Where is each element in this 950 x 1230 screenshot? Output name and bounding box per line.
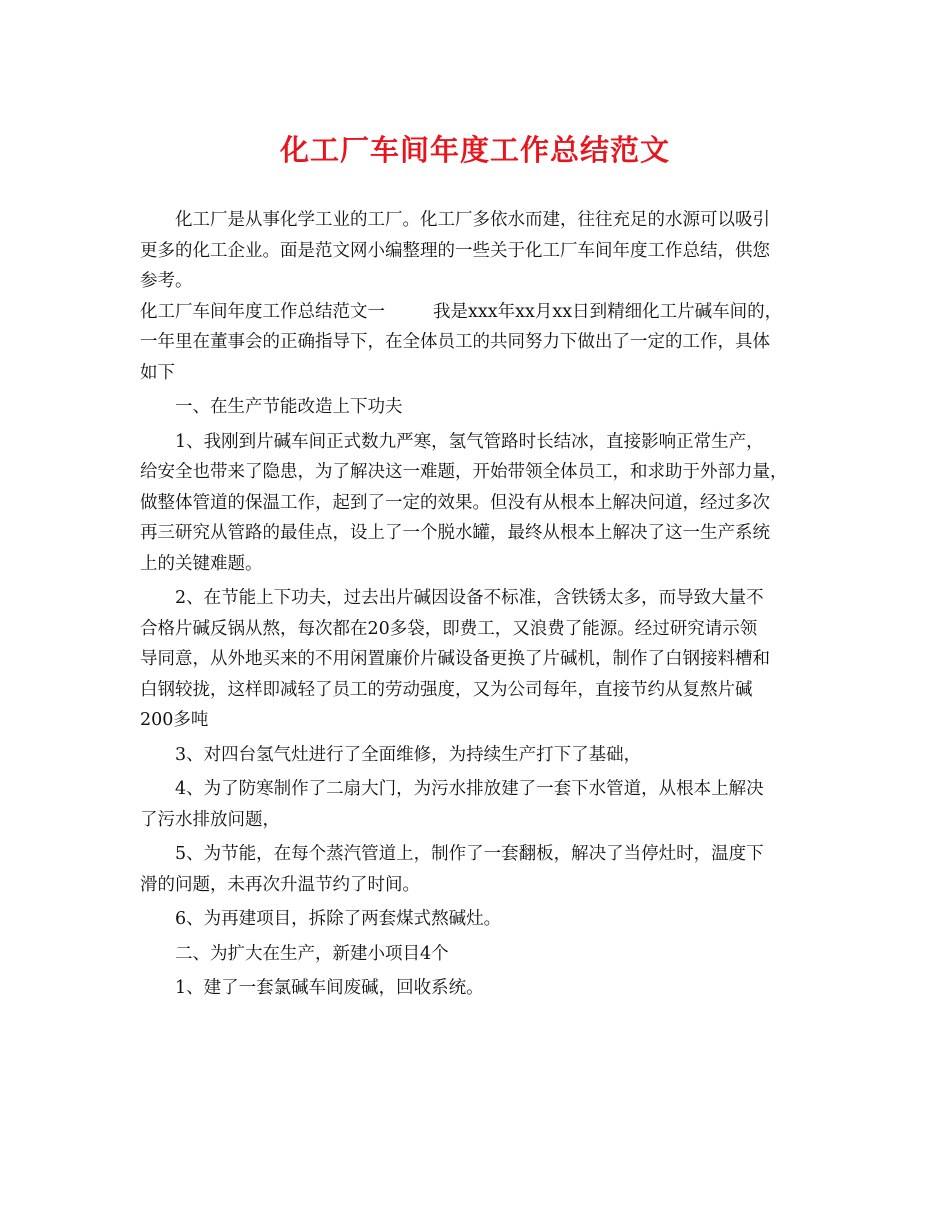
text-line: 6、为再建项目，拆除了两套煤式熬碱灶。 [175,909,502,929]
paragraph-section-two-item-1 [140,973,830,1004]
document-body [140,205,830,1004]
text-line: 白钢较拢，这样即减轻了员工的劳动强度，又为公司每年，直接节约从复熬片碱 [140,679,753,700]
text-line: 更多的化工企业。面是范文网小编整理的一些关于化工厂车间年度工作总结，供您 [140,240,770,261]
text-line: 二、为扩大在生产，新建小项目4个 [175,943,449,964]
text-line: 参考。 [140,271,193,291]
paragraph-item-1 [140,427,830,580]
text-line: 一、在生产节能改造上下功夫 [175,397,403,417]
heading-section-two [140,939,830,970]
paragraph-opening [140,297,830,389]
paragraph-item-3 [140,740,830,771]
text-segment: 我是xxx年xx月xx日到精细化工片碱车间的， [433,301,783,322]
text-line: 2、在节能上下功夫，过去出片碱因设备不标准，含铁锈太多，而导致大量不 [175,588,764,608]
text-line: 合格片碱反锅从熬，每次都在20多袋，即费工，又浪费了能源。经过研究请示领 [140,618,758,639]
text-line: 3、对四台氢气灶进行了全面维修，为持续生产打下了基础， [175,744,642,765]
heading-section-one [140,392,830,423]
text-line: 滑的问题，未再次升温节约了时间。 [140,874,420,895]
text-line: 200多吨 [140,710,209,730]
text-line: 给安全也带来了隐患，为了解决这一难题，开始带领全体员工，和求助于外部力量， [140,462,788,482]
text-line: 化工厂是从事化学工业的工厂。化工厂多依水而建，往往充足的水源可以吸引 [175,210,770,230]
paragraph-item-5 [140,839,830,900]
document-title: 化工厂车间年度工作总结范文 [279,133,670,167]
paragraph-intro [140,205,830,297]
text-line: 上的关键难题。 [140,553,263,574]
text-line: 如下 [140,362,175,383]
text-line: 一年里在董事会的正确指导下，在全体员工的共同努力下做出了一定的工作，具体 [140,332,770,352]
section-heading: 化工厂车间年度工作总结范文一 [140,301,385,322]
text-line: 做整体管道的保温工作，起到了一定的效果。但没有从根本上解决问道，经过多次 [140,492,770,513]
text-line: 了污水排放问题， [140,809,280,830]
text-line: 1、我刚到片碱车间正式数九严寒，氢气管路时长结冰，直接影响正常生产， [175,431,764,452]
paragraph-item-2 [140,583,830,736]
text-line: 4、为了防寒制作了二扇大门，为污水排放建了一套下水管道，从根本上解决 [175,779,764,799]
text-line: 1、建了一套氯碱车间废碱，回收系统。 [175,978,484,998]
text-line [140,297,830,328]
text-line: 导同意，从外地买来的不用闲置廉价片碱设备更换了片碱机，制作了白钢接料槽和 [140,649,770,669]
paragraph-item-4 [140,774,830,835]
paragraph-item-6 [140,904,830,935]
text-line: 5、为节能，在每个蒸汽管道上，制作了一套翻板，解决了当停灶时，温度下 [175,844,764,864]
text-line: 再三研究从管路的最佳点，设上了一个脱水罐，最终从根本上解决了这一生产系统 [140,523,770,543]
